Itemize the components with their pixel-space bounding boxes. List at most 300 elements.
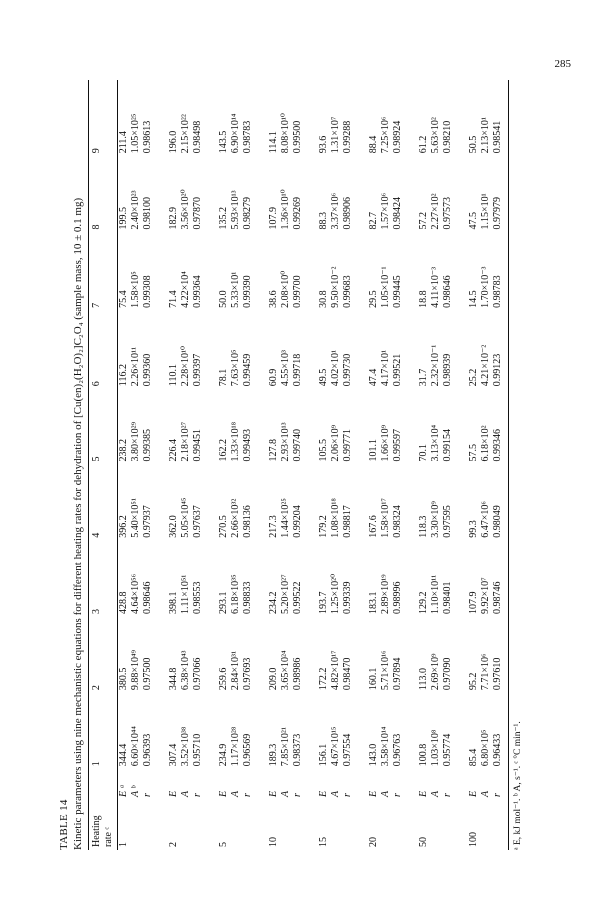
table-row (492, 80, 509, 850)
value-cell: 0.98924 (392, 120, 403, 154)
value-cell: 93.6 (318, 135, 329, 154)
value-cell: 2.40×10²³ (130, 190, 141, 230)
parameter-cell: E (418, 790, 429, 797)
parameter-cell: E (468, 790, 479, 797)
value-cell: 217.3 (268, 515, 279, 538)
value-cell: 428.8 (118, 591, 129, 614)
value-cell: 196.0 (168, 130, 179, 154)
parameter-cell: E (368, 790, 379, 797)
value-cell: 9.88×10⁴⁹ (130, 650, 141, 691)
value-cell: 2.66×10³² (230, 498, 241, 538)
value-cell: 0.98424 (392, 197, 403, 230)
value-cell: 1.57×10⁶ (380, 192, 391, 230)
value-cell: 1.33×10¹⁸ (230, 421, 241, 462)
value-cell: 0.97637 (192, 505, 203, 538)
value-cell: 61.2 (418, 135, 429, 154)
table-row (130, 80, 142, 850)
value-cell: 1.11×10⁵¹ (180, 574, 191, 614)
value-cell: 183.1 (368, 591, 379, 614)
value-cell: 0.99390 (242, 275, 253, 308)
value-cell: 182.9 (168, 207, 179, 230)
value-cell: 189.3 (268, 743, 279, 767)
heating-rate-cell: 50 (418, 837, 429, 847)
value-cell: 2.84×10³¹ (230, 650, 241, 691)
header-model: 4 (89, 465, 118, 541)
kinetic-parameters-table (89, 80, 509, 850)
value-cell: 7.71×10⁶ (480, 653, 491, 691)
parameter-cell: A (480, 790, 491, 797)
value-cell: 2.89×10¹⁹ (380, 574, 391, 614)
value-cell: 25.2 (468, 368, 479, 387)
value-cell: 95.2 (468, 672, 479, 691)
value-cell: 101.1 (368, 439, 379, 462)
parameter-cell: A (280, 790, 291, 797)
value-cell: 226.4 (168, 439, 179, 462)
value-cell: 1.17×10²⁸ (230, 726, 241, 767)
heating-rate-cell (442, 800, 454, 850)
value-cell: 4.55×10³ (280, 350, 291, 387)
heating-rate-cell (280, 800, 292, 850)
value-cell: 0.98646 (442, 275, 453, 308)
parameter-cell: E (268, 790, 279, 797)
value-cell: 1.25×10²⁰ (330, 573, 341, 614)
value-cell: 116.2 (118, 364, 129, 387)
rotated-table-block (58, 80, 558, 850)
value-cell: 307.4 (168, 743, 179, 767)
value-cell: 5.63×10² (430, 117, 441, 154)
value-cell: 0.98100 (142, 197, 153, 230)
value-cell: 2.18×10²⁷ (180, 421, 191, 462)
value-cell: 0.97693 (242, 657, 253, 691)
heating-rate-cell: 5 (218, 842, 229, 847)
value-cell: 0.98746 (492, 541, 509, 617)
parameter-cell: r (492, 769, 509, 800)
heating-rate-cell: 10 (268, 837, 279, 847)
value-cell: 1.36×10¹⁰ (280, 189, 291, 230)
value-cell: 18.8 (418, 290, 429, 308)
value-cell: 0.99451 (192, 429, 203, 462)
value-cell: 0.99493 (242, 429, 253, 462)
table-caption: Kinetic parameters using nine mechanistic equations for different heating rates for dehydration of [Cu(en)₂(H₂O)₂]C₂O₄ (sample mass, 10 ± 0.1 mg) (72, 197, 84, 850)
value-cell: 129.2 (418, 591, 429, 614)
value-cell: 7.25×10⁶ (380, 116, 391, 154)
value-cell: 0.98279 (242, 197, 253, 230)
value-cell: 0.96393 (142, 733, 153, 767)
table-row (254, 80, 280, 850)
value-cell: 0.98470 (342, 657, 353, 691)
value-cell: 3.65×10²⁴ (280, 650, 291, 691)
table-label: TABLE 14 (58, 799, 70, 850)
value-cell: 6.60×10⁴⁴ (130, 726, 141, 767)
value-cell: 0.99269 (292, 197, 303, 230)
value-cell: 0.98783 (492, 233, 509, 311)
value-cell: 0.99500 (292, 120, 303, 154)
value-cell: 0.98906 (342, 197, 353, 230)
value-cell: 0.99364 (192, 275, 203, 308)
parameter-cell: r (292, 793, 303, 797)
value-cell: 0.98783 (242, 120, 253, 154)
parameter-cell: r (142, 793, 153, 797)
value-cell: 2.13×10¹ (480, 117, 491, 154)
heating-rate-cell (230, 800, 242, 850)
value-cell: 344.4 (118, 743, 129, 767)
value-cell: 50.0 (218, 290, 229, 308)
table-header-row (89, 80, 118, 850)
value-cell: 199.5 (118, 207, 129, 230)
parameter-cell: E (318, 790, 329, 797)
value-cell: 3.30×10⁹ (430, 501, 441, 538)
value-cell: 0.99521 (392, 353, 403, 387)
value-cell: 5.93×10¹³ (230, 190, 241, 230)
value-cell: 2.06×10⁹ (330, 424, 341, 462)
value-cell: 6.38×10⁴³ (180, 650, 191, 691)
parameter-cell: A ᵇ (130, 785, 141, 797)
value-cell: 0.97937 (142, 505, 153, 538)
value-cell: 30.8 (318, 290, 329, 308)
header-model: 6 (89, 311, 118, 389)
value-cell: 4.11×10⁻³ (430, 266, 441, 308)
header-model: 3 (89, 541, 118, 617)
header-model: 8 (89, 156, 118, 232)
value-cell: 78.1 (218, 368, 229, 387)
value-cell: 9.50×10⁻² (330, 266, 341, 308)
value-cell: 75.4 (118, 290, 129, 308)
value-cell: 0.98553 (192, 581, 203, 614)
value-cell: 107.9 (268, 207, 279, 230)
value-cell: 29.5 (368, 290, 379, 308)
value-cell: 5.05×10⁴⁵ (180, 497, 191, 538)
value-cell: 396.2 (118, 515, 129, 538)
value-cell: 2.28×10¹⁰ (180, 346, 191, 387)
value-cell: 47.5 (468, 212, 479, 230)
value-cell: 2.32×10⁻¹ (430, 344, 441, 387)
table-row (454, 80, 480, 850)
table-row (304, 80, 330, 850)
header-heating-rate: Heating rate ᶜ (89, 800, 118, 850)
value-cell: 0.96569 (242, 733, 253, 767)
heating-rate-cell: 15 (318, 837, 329, 847)
value-cell: 0.98996 (392, 581, 403, 614)
table-row (118, 80, 131, 850)
value-cell: 0.97595 (442, 505, 453, 538)
value-cell: 3.56×10²⁰ (180, 189, 191, 230)
value-cell: 0.98613 (142, 120, 153, 154)
heating-rate-cell (142, 800, 154, 850)
value-cell: 3.52×10³⁸ (180, 726, 191, 767)
value-cell: 0.99288 (342, 120, 353, 154)
value-cell: 7.85×10²¹ (280, 727, 291, 767)
value-cell: 238.2 (118, 439, 129, 462)
value-cell: 4.21×10⁻² (480, 344, 491, 387)
heating-rate-cell (130, 800, 142, 850)
table-row (192, 80, 204, 850)
table-row (242, 80, 254, 850)
value-cell: 9.92×10⁷ (480, 577, 491, 614)
value-cell: 38.6 (268, 290, 279, 308)
value-cell: 0.99683 (342, 275, 353, 308)
value-cell: 0.98324 (392, 505, 403, 538)
value-cell: 0.98373 (292, 733, 303, 767)
parameter-cell: E (218, 790, 229, 797)
value-cell: 99.3 (468, 520, 479, 538)
parameter-cell: A (380, 790, 391, 797)
value-cell: 0.99740 (292, 429, 303, 462)
page-number: 285 (554, 58, 571, 70)
table-row (180, 80, 192, 850)
value-cell: 57.5 (468, 444, 479, 462)
value-cell: 88.4 (368, 135, 379, 154)
value-cell: 4.82×10¹⁷ (330, 650, 341, 691)
value-cell: 362.0 (168, 515, 179, 538)
value-cell: 31.7 (418, 368, 429, 387)
value-cell: 0.99459 (242, 353, 253, 387)
value-cell: 167.6 (368, 515, 379, 538)
value-cell: 270.5 (218, 515, 229, 538)
value-cell: 49.5 (318, 368, 329, 387)
value-cell: 0.98939 (442, 353, 453, 387)
parameter-cell: r (392, 793, 403, 797)
value-cell: 0.99445 (392, 275, 403, 308)
value-cell: 3.80×10²⁹ (130, 421, 141, 462)
value-cell: 0.99700 (292, 275, 303, 308)
heating-rate-cell: 100 (468, 832, 479, 847)
value-cell: 0.97610 (492, 617, 509, 693)
table-row (342, 80, 354, 850)
heating-rate-cell: 2 (168, 842, 179, 847)
value-cell: 105.5 (318, 439, 329, 462)
value-cell: 50.5 (468, 135, 479, 154)
header-model: 9 (89, 80, 118, 156)
value-cell: 0.98646 (142, 581, 153, 614)
value-cell: 0.95710 (192, 733, 203, 767)
value-cell: 234.2 (268, 591, 279, 614)
table-row (430, 80, 442, 850)
value-cell: 1.03×10⁸ (430, 729, 441, 767)
value-cell: 6.47×10⁶ (480, 501, 491, 538)
value-cell: 0.98049 (492, 465, 509, 541)
value-cell: 2.27×10² (430, 193, 441, 230)
value-cell: 2.08×10⁰ (280, 270, 291, 308)
heating-rate-cell (492, 800, 509, 850)
table-row (354, 80, 380, 850)
table-body (118, 80, 509, 850)
table-row (480, 80, 492, 850)
table-row (154, 80, 180, 850)
value-cell: 113.0 (418, 667, 429, 691)
heating-rate-cell (192, 800, 204, 850)
value-cell: 70.1 (418, 444, 429, 462)
value-cell: 0.98136 (242, 505, 253, 538)
heating-rate-cell (242, 800, 254, 850)
header-param (89, 769, 118, 800)
value-cell: 211.4 (118, 131, 129, 154)
value-cell: 6.18×10³⁵ (230, 574, 241, 614)
value-cell: 0.99204 (292, 505, 303, 538)
heating-rate-cell (480, 800, 492, 850)
value-cell: 2.15×10²² (180, 114, 191, 154)
value-cell: 7.63×10⁵ (230, 349, 241, 387)
value-cell: 1.15×10¹ (480, 193, 491, 230)
value-cell: 0.99771 (342, 429, 353, 462)
heating-rate-cell (342, 800, 354, 850)
value-cell: 114.1 (268, 131, 279, 154)
table-row (280, 80, 292, 850)
value-cell: 57.2 (418, 212, 429, 230)
value-cell: 0.99397 (192, 353, 203, 387)
value-cell: 118.3 (418, 515, 429, 538)
value-cell: 209.0 (268, 667, 279, 691)
value-cell: 0.97500 (142, 657, 153, 691)
parameter-cell: E (168, 790, 179, 797)
value-cell: 0.97870 (192, 197, 203, 230)
value-cell: 0.96433 (492, 693, 509, 769)
table-row (404, 80, 430, 850)
value-cell: 4.17×10¹ (380, 350, 391, 387)
value-cell: 380.5 (118, 667, 129, 691)
value-cell: 6.90×10¹⁴ (230, 113, 241, 154)
value-cell: 0.97573 (442, 197, 453, 230)
value-cell: 4.22×10⁴ (180, 271, 191, 308)
parameter-cell: r (442, 793, 453, 797)
heating-rate-cell (380, 800, 392, 850)
heating-rate-cell (292, 800, 304, 850)
value-cell: 0.99346 (492, 389, 509, 464)
value-cell: 82.7 (368, 212, 379, 230)
value-cell: 172.2 (318, 667, 329, 691)
parameter-cell: r (342, 793, 353, 797)
heating-rate-cell (392, 800, 404, 850)
header-model: 1 (89, 693, 118, 769)
value-cell: 156.1 (318, 743, 329, 767)
value-cell: 2.26×10¹¹ (130, 347, 141, 387)
value-cell: 5.40×10⁵¹ (130, 498, 141, 538)
value-cell: 0.99730 (342, 353, 353, 387)
parameter-cell: E ᵃ (118, 784, 129, 797)
value-cell: 5.20×10²⁷ (280, 574, 291, 614)
value-cell: 85.4 (468, 748, 479, 767)
value-cell: 0.97894 (392, 657, 403, 691)
value-cell: 60.9 (268, 368, 279, 387)
value-cell: 0.97066 (192, 657, 203, 691)
value-cell: 0.98986 (292, 657, 303, 691)
value-cell: 0.99522 (292, 581, 303, 614)
table-footnote: ᵃ E, kJ mol⁻¹. ᵇ A, s⁻¹. ᶜ °C min⁻¹. (513, 721, 523, 850)
value-cell: 1.10×10¹¹ (430, 574, 441, 614)
value-cell: 135.2 (218, 207, 229, 230)
value-cell: 71.4 (168, 290, 179, 308)
header-model: 5 (89, 389, 118, 464)
value-cell: 4.64×10⁵⁶ (130, 573, 141, 614)
value-cell: 88.3 (318, 212, 329, 230)
heating-rate-cell: 1 (118, 842, 129, 847)
value-cell: 0.97090 (442, 657, 453, 691)
value-cell: 0.99154 (442, 429, 453, 462)
value-cell: 293.1 (218, 591, 229, 614)
table-row (380, 80, 392, 850)
value-cell: 0.95774 (442, 733, 453, 767)
header-model: 2 (89, 617, 118, 693)
value-cell: 234.9 (218, 743, 229, 767)
value-cell: 259.6 (218, 667, 229, 691)
value-cell: 1.31×10⁷ (330, 116, 341, 154)
value-cell: 8.08×10¹⁰ (280, 113, 291, 154)
value-cell: 0.97554 (342, 733, 353, 767)
value-cell: 0.98817 (342, 505, 353, 538)
value-cell: 6.80×10⁵ (480, 729, 491, 767)
value-cell: 0.98401 (442, 581, 453, 614)
value-cell: 344.8 (168, 667, 179, 691)
value-cell: 5.33×10¹ (230, 271, 241, 308)
value-cell: 0.99360 (142, 353, 153, 387)
value-cell: 110.1 (168, 364, 179, 387)
parameter-cell: A (180, 790, 191, 797)
value-cell: 2.69×10⁹ (430, 653, 441, 691)
value-cell: 127.8 (268, 439, 279, 462)
value-cell: 0.97979 (492, 156, 509, 232)
value-cell: 398.1 (168, 591, 179, 614)
value-cell: 4.02×10¹ (330, 350, 341, 387)
table-row (392, 80, 404, 850)
value-cell: 0.99339 (342, 581, 353, 614)
value-cell: 1.58×10¹⁷ (380, 498, 391, 538)
parameter-cell: r (242, 793, 253, 797)
value-cell: 0.96763 (392, 733, 403, 767)
table-row (230, 80, 242, 850)
value-cell: 162.2 (218, 439, 229, 462)
heating-rate-cell (430, 800, 442, 850)
value-cell: 0.99597 (392, 429, 403, 462)
table-row (442, 80, 454, 850)
heating-rate-cell: 20 (368, 837, 379, 847)
value-cell: 143.5 (218, 130, 229, 154)
table-row (330, 80, 342, 850)
value-cell: 143.0 (368, 743, 379, 767)
value-cell: 193.7 (318, 591, 329, 614)
value-cell: 0.98833 (242, 581, 253, 614)
value-cell: 179.2 (318, 515, 329, 538)
table-row (292, 80, 304, 850)
value-cell: 3.58×10¹⁴ (380, 726, 391, 767)
heating-rate-cell (180, 800, 192, 850)
parameter-cell: A (230, 790, 241, 797)
value-cell: 0.98210 (442, 120, 453, 154)
value-cell: 1.70×10⁻³ (480, 266, 491, 308)
value-cell: 100.8 (418, 743, 429, 767)
value-cell: 0.99385 (142, 429, 153, 462)
parameter-cell: r (192, 793, 203, 797)
table-row (142, 80, 154, 850)
value-cell: 1.58×10⁵ (130, 271, 141, 308)
value-cell: 3.37×10⁶ (330, 192, 341, 230)
value-cell: 2.93×10¹³ (280, 422, 291, 462)
value-cell: 47.4 (368, 368, 379, 387)
value-cell: 0.99308 (142, 275, 153, 308)
value-cell: 1.08×10¹⁸ (330, 498, 341, 538)
value-cell: 1.44×10²⁵ (280, 498, 291, 538)
table-row (204, 80, 230, 850)
value-cell: 1.05×10⁻¹ (380, 266, 391, 308)
value-cell: 0.98541 (492, 80, 509, 156)
value-cell: 14.5 (468, 290, 479, 308)
value-cell: 1.66×10⁹ (380, 424, 391, 462)
value-cell: 1.05×10²⁵ (130, 113, 141, 154)
value-cell: 4.67×10¹⁵ (330, 726, 341, 767)
value-cell: 0.99718 (292, 353, 303, 387)
value-cell: 3.13×10⁴ (430, 424, 441, 462)
heating-rate-cell (330, 800, 342, 850)
value-cell: 6.18×10² (480, 425, 491, 462)
value-cell: 5.71×10¹⁶ (380, 650, 391, 691)
